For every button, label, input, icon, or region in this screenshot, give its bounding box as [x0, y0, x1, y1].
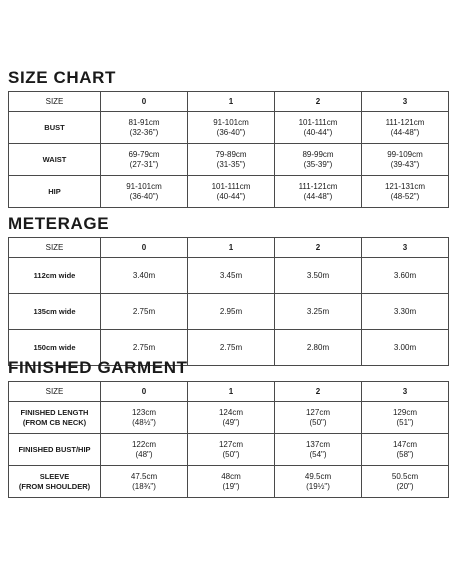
table-cell: 127cm (50") — [188, 434, 275, 466]
row-label: FINISHED LENGTH (FROM CB NECK) — [9, 402, 101, 434]
finished-garment-header-row — [9, 382, 449, 402]
table-row — [9, 466, 449, 498]
table-cell: 124cm (49") — [188, 402, 275, 434]
table-cell: 2.75m — [188, 330, 275, 366]
finished-garment-table — [8, 381, 449, 498]
meterage-table — [8, 237, 449, 366]
row-label: WAIST — [9, 144, 101, 176]
size-chart-title: SIZE CHART — [8, 68, 116, 87]
table-cell: 49.5cm (19½") — [275, 466, 362, 498]
column-header: 1 — [188, 92, 275, 112]
column-header: 2 — [275, 92, 362, 112]
row-label: HIP — [9, 176, 101, 208]
table-cell: 123cm (48½") — [101, 402, 188, 434]
table-cell: 79-89cm (31-35") — [188, 144, 275, 176]
meterage-header-row — [9, 238, 449, 258]
row-label: FINISHED BUST/HIP — [9, 434, 101, 466]
table-cell: 48cm (19") — [188, 466, 275, 498]
table-cell: 147cm (58") — [362, 434, 449, 466]
table-cell: 2.75m — [101, 294, 188, 330]
column-header: SIZE — [9, 92, 101, 112]
table-row — [9, 402, 449, 434]
finished-garment-section — [8, 358, 449, 498]
table-row — [9, 144, 449, 176]
table-row — [9, 176, 449, 208]
column-header: 1 — [188, 382, 275, 402]
row-label: BUST — [9, 112, 101, 144]
table-cell: 3.25m — [275, 294, 362, 330]
column-header: 3 — [362, 238, 449, 258]
table-cell: 127cm (50") — [275, 402, 362, 434]
table-cell: 47.5cm (18¾") — [101, 466, 188, 498]
meterage-title: METERAGE — [8, 214, 110, 233]
table-cell: 81-91cm (32-36") — [101, 112, 188, 144]
column-header: 1 — [188, 238, 275, 258]
row-label: 150cm wide — [9, 330, 101, 366]
column-header: 3 — [362, 92, 449, 112]
table-cell: 99-109cm (39-43") — [362, 144, 449, 176]
table-cell: 137cm (54") — [275, 434, 362, 466]
size-chart-header-row — [9, 92, 449, 112]
table-cell: 122cm (48") — [101, 434, 188, 466]
table-cell: 91-101cm (36-40") — [101, 176, 188, 208]
row-label: SLEEVE (FROM SHOULDER) — [9, 466, 101, 498]
finished-garment-title: FINISHED GARMENT — [8, 358, 188, 377]
table-cell: 111-121cm (44-48") — [275, 176, 362, 208]
row-label: 135cm wide — [9, 294, 101, 330]
column-header: 3 — [362, 382, 449, 402]
column-header: SIZE — [9, 382, 101, 402]
column-header: 0 — [101, 238, 188, 258]
table-row — [9, 112, 449, 144]
table-cell: 2.95m — [188, 294, 275, 330]
table-cell: 69-79cm (27-31") — [101, 144, 188, 176]
table-cell: 3.30m — [362, 294, 449, 330]
row-label: 112cm wide — [9, 258, 101, 294]
table-cell: 3.60m — [362, 258, 449, 294]
size-chart-section — [8, 68, 449, 208]
table-cell: 121-131cm (48-52") — [362, 176, 449, 208]
table-cell: 3.40m — [101, 258, 188, 294]
column-header: SIZE — [9, 238, 101, 258]
table-cell: 2.75m — [101, 330, 188, 366]
column-header: 0 — [101, 92, 188, 112]
table-cell: 2.80m — [275, 330, 362, 366]
table-cell: 3.00m — [362, 330, 449, 366]
table-cell: 3.45m — [188, 258, 275, 294]
table-cell: 3.50m — [275, 258, 362, 294]
table-row — [9, 258, 449, 294]
column-header: 0 — [101, 382, 188, 402]
meterage-section — [8, 214, 449, 366]
table-cell: 101-111cm (40-44") — [188, 176, 275, 208]
column-header: 2 — [275, 238, 362, 258]
table-row — [9, 434, 449, 466]
table-row — [9, 294, 449, 330]
column-header: 2 — [275, 382, 362, 402]
table-cell: 101-111cm (40-44") — [275, 112, 362, 144]
table-cell: 111-121cm (44-48") — [362, 112, 449, 144]
table-cell: 89-99cm (35-39") — [275, 144, 362, 176]
table-cell: 91-101cm (36-40") — [188, 112, 275, 144]
table-cell: 129cm (51") — [362, 402, 449, 434]
table-cell: 50.5cm (20") — [362, 466, 449, 498]
size-chart-table — [8, 91, 449, 208]
